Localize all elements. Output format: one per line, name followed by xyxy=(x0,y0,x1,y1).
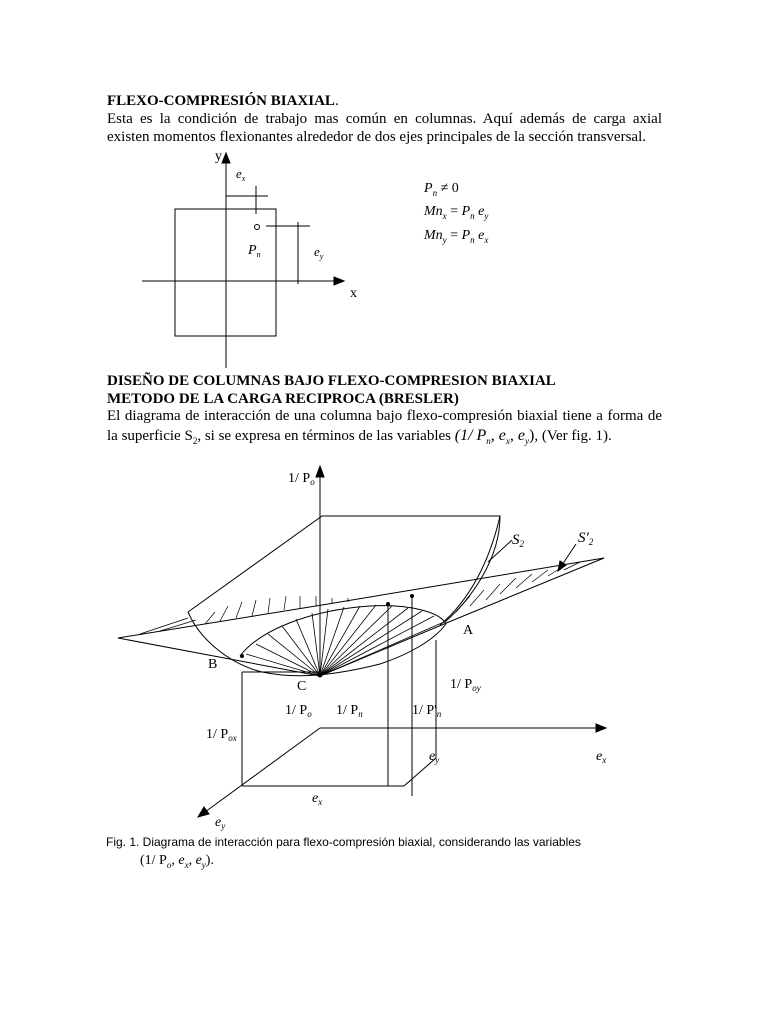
variables-expression: (1/ $P_n$, $e_x$, $e_y$) xyxy=(454,427,535,447)
s2-prime-label: $S'_2$ xyxy=(578,530,594,547)
axis-po-label: 1/ $P_o$ xyxy=(288,471,315,487)
pn-prime-dot xyxy=(410,594,414,598)
heading-period: . xyxy=(334,93,339,109)
pn-dot xyxy=(386,602,390,606)
paragraph-line: existen momentos flexionantes alrededor de dos ejes principales de la sección transversal. xyxy=(107,129,646,145)
s2-surface-edge xyxy=(440,516,500,625)
ey-label: $e_y$ xyxy=(314,244,324,261)
ey-axis-label: $e_y$ xyxy=(215,815,226,831)
heading-text: FLEXO-COMPRESIÓN BIAXIAL xyxy=(107,93,335,109)
section-heading-design: DISEÑO DE COLUMNAS BAJO FLEXO-COMPRESION BIAXIAL xyxy=(107,373,556,389)
s2-pointer xyxy=(488,540,512,562)
s2-surface-top xyxy=(188,516,500,622)
p-prime-n-label: 1/ $P'_n$ xyxy=(412,703,442,719)
ex-axis-label: $e_x$ xyxy=(596,749,607,765)
radial-lines xyxy=(246,605,444,676)
point-b-dot xyxy=(240,654,244,658)
s2-label: $S_2$ xyxy=(512,532,524,549)
vertical-axis-arrow xyxy=(316,466,324,477)
section-heading-method: METODO DE LA CARGA RECIPROCA (BRESLER) xyxy=(107,391,459,407)
ex-axis-arrow xyxy=(596,724,606,732)
figure-caption: Fig. 1. Diagrama de interacción para flexo-compresión biaxial, considerando las variables xyxy=(106,835,581,849)
ex-label: $e_x$ xyxy=(236,166,246,183)
axis-y-label: y xyxy=(215,149,222,164)
p-ox-label: 1/ $P_{ox}$ xyxy=(206,727,237,743)
equation-pn: $P_n \ne 0$ xyxy=(424,181,459,198)
p-oy-label: 1/ $P_{oy}$ xyxy=(450,677,481,693)
point-c-dot xyxy=(318,673,323,678)
paragraph-line: El diagrama de interacción de una columna bajo flexo-compresión biaxial tiene a forma de xyxy=(107,408,662,424)
equation-mnx: $Mn_x = P_n$ $e_y$ xyxy=(424,204,489,221)
point-c-label: C xyxy=(297,679,307,694)
p-n-label: 1/ $P_n$ xyxy=(336,703,363,719)
point-a-label: A xyxy=(463,623,474,638)
ex-small-label: $e_x$ xyxy=(312,791,323,807)
figure-caption-vars: (1/ $P_o$, $e_x$, $e_y$). xyxy=(140,853,214,870)
point-b-label: B xyxy=(208,657,218,672)
p-o-label: 1/ $P_o$ xyxy=(285,703,312,719)
paragraph-line-vars: la superficie $S_2$, si se expresa en términos de las variables (1/ $P_n$, $e_x$, $e_y$), (Ver fig. 1). xyxy=(107,427,612,447)
axis-x-label: x xyxy=(350,286,357,301)
pn-label: $P_n$ xyxy=(248,243,261,259)
ey-small-label: $e_y$ xyxy=(429,749,440,765)
s2-surface-bottom xyxy=(188,612,446,676)
paragraph-line: Esta es la condición de trabajo mas común en columnas. Aquí además de carga axial xyxy=(107,111,662,127)
equation-mny: $Mn_y = P_n$ $e_x$ xyxy=(424,228,489,245)
ey-axis-arrow xyxy=(198,807,209,817)
